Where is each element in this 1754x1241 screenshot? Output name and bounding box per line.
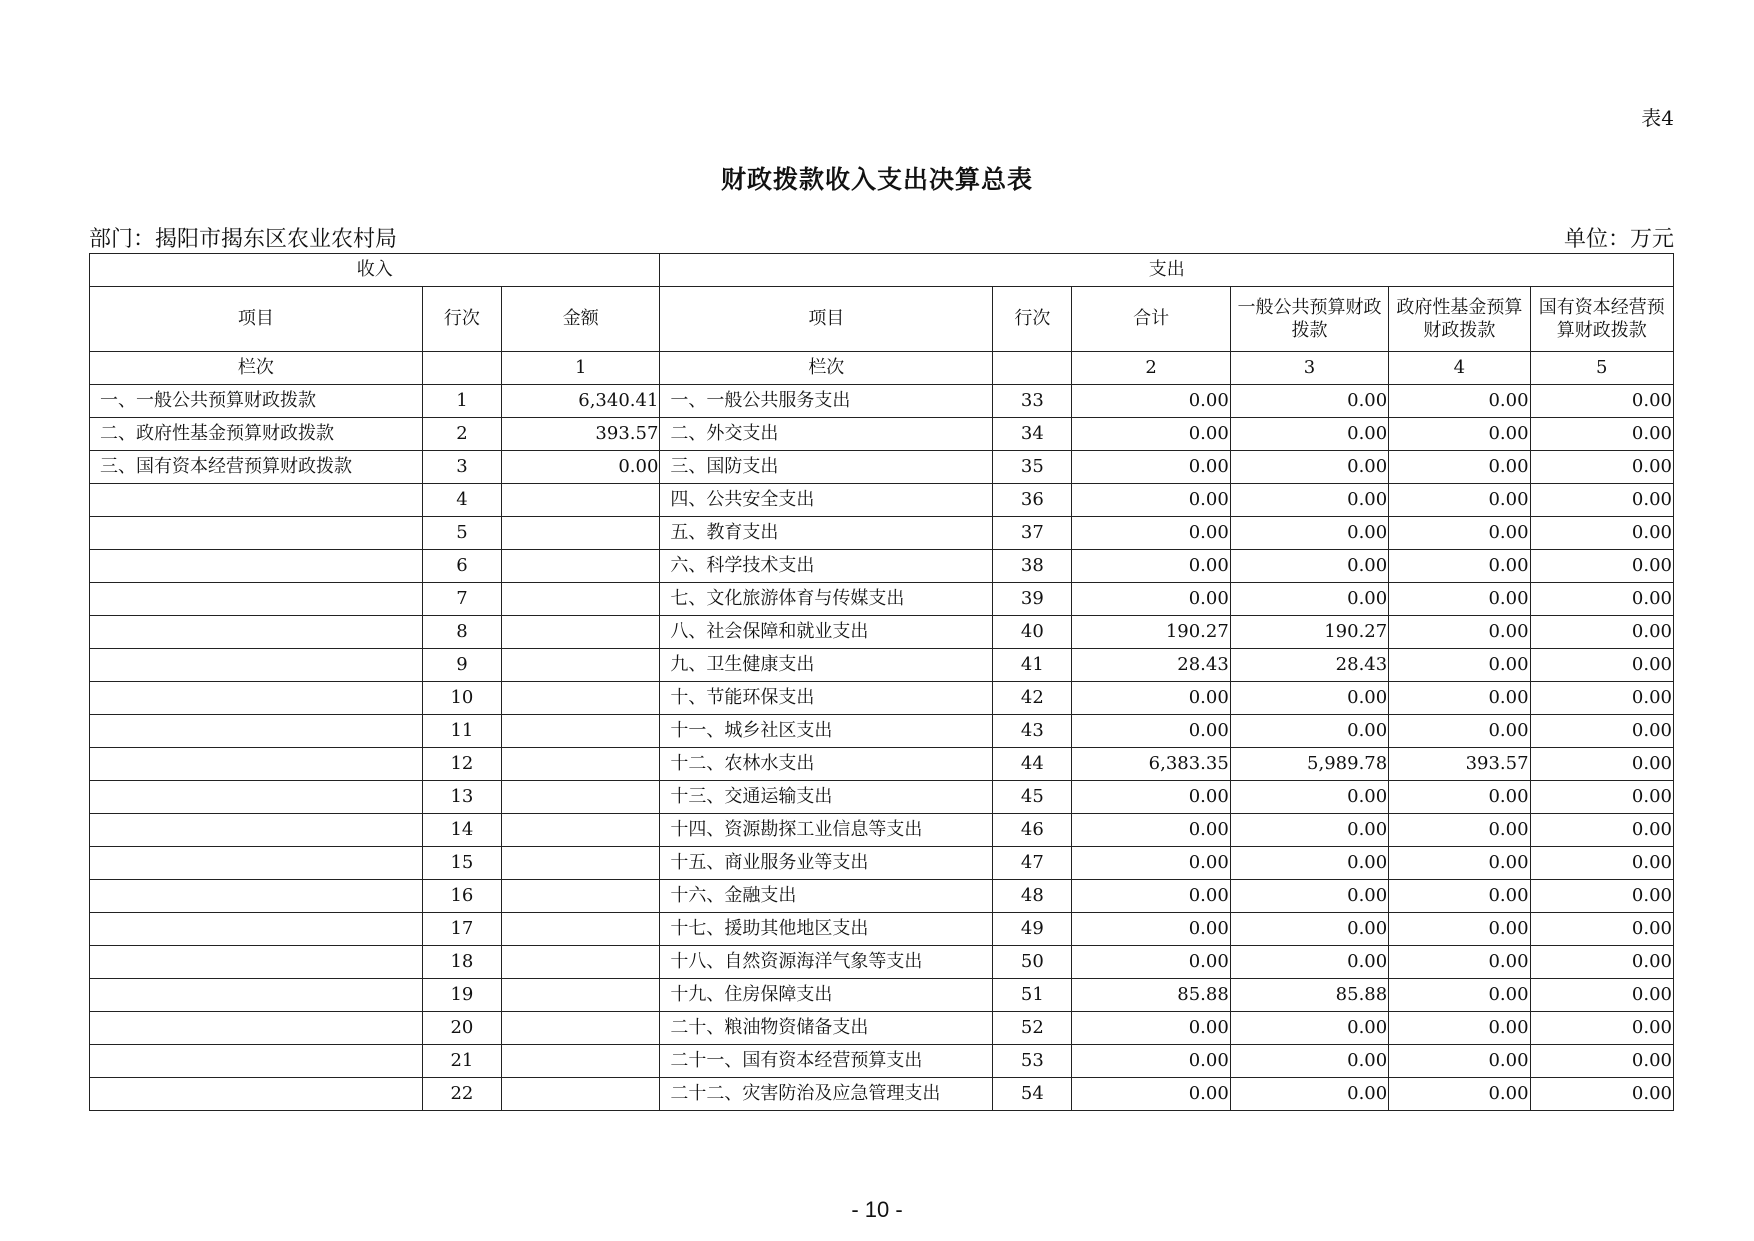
general-budget-cell: 0.00 bbox=[1230, 1078, 1388, 1111]
expense-row-no-cell: 35 bbox=[993, 451, 1072, 484]
expense-row-no-cell: 49 bbox=[993, 913, 1072, 946]
income-row-no-cell: 16 bbox=[422, 880, 501, 913]
page-number: - 10 - bbox=[851, 1197, 903, 1222]
table-row bbox=[90, 913, 1674, 946]
expense-item-cell: 十八、自然资源海洋气象等支出 bbox=[660, 946, 993, 979]
state-capital-cell: 0.00 bbox=[1530, 385, 1673, 418]
page-title: 财政拨款收入支出决算总表 bbox=[720, 165, 1033, 194]
state-capital-cell: 0.00 bbox=[1530, 715, 1673, 748]
general-budget-cell: 0.00 bbox=[1230, 550, 1388, 583]
state-capital-cell: 0.00 bbox=[1530, 781, 1673, 814]
expense-item-cell: 十四、资源勘探工业信息等支出 bbox=[660, 814, 993, 847]
table-row bbox=[90, 550, 1674, 583]
table-row bbox=[90, 1012, 1674, 1045]
income-amount-cell: 393.57 bbox=[502, 418, 660, 451]
state-capital-cell: 0.00 bbox=[1530, 1078, 1673, 1111]
income-item-cell bbox=[90, 649, 423, 682]
expense-row-no-header: 行次 bbox=[993, 287, 1072, 352]
table-row bbox=[90, 1045, 1674, 1078]
state-capital-cell: 0.00 bbox=[1530, 484, 1673, 517]
income-row-no-cell: 1 bbox=[422, 385, 501, 418]
total-cell: 85.88 bbox=[1072, 979, 1230, 1012]
income-row-no-cell: 6 bbox=[422, 550, 501, 583]
expense-item-cell: 五、教育支出 bbox=[660, 517, 993, 550]
table-row bbox=[90, 979, 1674, 1012]
total-cell: 0.00 bbox=[1072, 484, 1230, 517]
income-item-cell bbox=[90, 946, 423, 979]
income-row-no-cell: 11 bbox=[422, 715, 501, 748]
income-row-no-cell: 17 bbox=[422, 913, 501, 946]
expense-item-cell: 一、一般公共服务支出 bbox=[660, 385, 993, 418]
general-budget-cell: 0.00 bbox=[1230, 814, 1388, 847]
general-budget-cell: 0.00 bbox=[1230, 913, 1388, 946]
income-row-no-cell: 15 bbox=[422, 847, 501, 880]
gov-fund-cell: 0.00 bbox=[1389, 880, 1530, 913]
total-cell: 0.00 bbox=[1072, 1012, 1230, 1045]
income-amount-cell bbox=[502, 814, 660, 847]
general-budget-cell: 5,989.78 bbox=[1230, 748, 1388, 781]
expense-item-cell: 六、科学技术支出 bbox=[660, 550, 993, 583]
income-item-cell: 一、一般公共预算财政拨款 bbox=[90, 385, 423, 418]
income-row-no-cell: 20 bbox=[422, 1012, 501, 1045]
table-row bbox=[90, 946, 1674, 979]
general-budget-cell: 0.00 bbox=[1230, 946, 1388, 979]
general-budget-cell: 0.00 bbox=[1230, 484, 1388, 517]
gov-fund-cell: 0.00 bbox=[1389, 781, 1530, 814]
income-item-cell bbox=[90, 550, 423, 583]
table-row bbox=[90, 1078, 1674, 1111]
column-number: 1 bbox=[502, 352, 660, 385]
income-item-cell bbox=[90, 517, 423, 550]
total-cell: 0.00 bbox=[1072, 1078, 1230, 1111]
income-item-cell bbox=[90, 1078, 423, 1111]
general-budget-cell: 0.00 bbox=[1230, 583, 1388, 616]
column-number: 5 bbox=[1530, 352, 1673, 385]
expense-row-no-cell: 36 bbox=[993, 484, 1072, 517]
income-item-cell bbox=[90, 913, 423, 946]
state-capital-cell: 0.00 bbox=[1530, 1012, 1673, 1045]
income-row-no-cell: 21 bbox=[422, 1045, 501, 1078]
gov-fund-cell: 0.00 bbox=[1389, 385, 1530, 418]
expense-row-no-cell: 41 bbox=[993, 649, 1072, 682]
expense-item-cell: 二、外交支出 bbox=[660, 418, 993, 451]
gov-fund-cell: 0.00 bbox=[1389, 979, 1530, 1012]
expense-item-cell: 十五、商业服务业等支出 bbox=[660, 847, 993, 880]
income-item-cell bbox=[90, 616, 423, 649]
gov-fund-cell: 0.00 bbox=[1389, 946, 1530, 979]
general-budget-cell: 85.88 bbox=[1230, 979, 1388, 1012]
state-capital-header: 国有资本经营预算财政拨款 bbox=[1530, 287, 1673, 352]
income-item-cell bbox=[90, 1045, 423, 1078]
total-cell: 0.00 bbox=[1072, 946, 1230, 979]
column-number: 3 bbox=[1230, 352, 1388, 385]
income-item-cell bbox=[90, 583, 423, 616]
income-amount-header: 金额 bbox=[502, 287, 660, 352]
gov-fund-cell: 0.00 bbox=[1389, 682, 1530, 715]
income-amount-cell bbox=[502, 781, 660, 814]
general-budget-cell: 0.00 bbox=[1230, 451, 1388, 484]
expense-row-no-cell: 51 bbox=[993, 979, 1072, 1012]
income-amount-cell bbox=[502, 946, 660, 979]
gov-fund-cell: 0.00 bbox=[1389, 649, 1530, 682]
general-budget-cell: 0.00 bbox=[1230, 517, 1388, 550]
table-row bbox=[90, 451, 1674, 484]
gov-fund-cell: 0.00 bbox=[1389, 1012, 1530, 1045]
income-item-cell bbox=[90, 682, 423, 715]
state-capital-cell: 0.00 bbox=[1530, 814, 1673, 847]
state-capital-cell: 0.00 bbox=[1530, 1045, 1673, 1078]
total-cell: 0.00 bbox=[1072, 385, 1230, 418]
income-amount-cell bbox=[502, 913, 660, 946]
expense-row-no-cell: 34 bbox=[993, 418, 1072, 451]
table-row bbox=[90, 847, 1674, 880]
empty-cell bbox=[993, 352, 1072, 385]
expense-item-cell: 十九、住房保障支出 bbox=[660, 979, 993, 1012]
total-cell: 0.00 bbox=[1072, 913, 1230, 946]
general-budget-cell: 0.00 bbox=[1230, 715, 1388, 748]
income-amount-cell bbox=[502, 1012, 660, 1045]
state-capital-cell: 0.00 bbox=[1530, 748, 1673, 781]
total-cell: 0.00 bbox=[1072, 880, 1230, 913]
table-row bbox=[90, 517, 1674, 550]
expense-item-cell: 十六、金融支出 bbox=[660, 880, 993, 913]
general-budget-cell: 28.43 bbox=[1230, 649, 1388, 682]
table-row bbox=[90, 616, 1674, 649]
total-cell: 0.00 bbox=[1072, 583, 1230, 616]
income-row-no-cell: 7 bbox=[422, 583, 501, 616]
column-number: 2 bbox=[1072, 352, 1230, 385]
general-budget-cell: 0.00 bbox=[1230, 1045, 1388, 1078]
income-row-no-cell: 14 bbox=[422, 814, 501, 847]
expense-item-cell: 二十、粮油物资储备支出 bbox=[660, 1012, 993, 1045]
general-budget-cell: 0.00 bbox=[1230, 682, 1388, 715]
expense-column-label: 栏次 bbox=[660, 352, 993, 385]
total-cell: 0.00 bbox=[1072, 682, 1230, 715]
income-row-no-cell: 3 bbox=[422, 451, 501, 484]
state-capital-cell: 0.00 bbox=[1530, 517, 1673, 550]
income-amount-cell bbox=[502, 979, 660, 1012]
expense-row-no-cell: 54 bbox=[993, 1078, 1072, 1111]
expense-row-no-cell: 48 bbox=[993, 880, 1072, 913]
table-row bbox=[90, 682, 1674, 715]
expense-row-no-cell: 50 bbox=[993, 946, 1072, 979]
general-budget-cell: 190.27 bbox=[1230, 616, 1388, 649]
income-item-header: 项目 bbox=[90, 287, 423, 352]
expense-row-no-cell: 40 bbox=[993, 616, 1072, 649]
income-amount-cell: 6,340.41 bbox=[502, 385, 660, 418]
expense-item-cell: 十二、农林水支出 bbox=[660, 748, 993, 781]
gov-fund-cell: 0.00 bbox=[1389, 847, 1530, 880]
income-item-cell bbox=[90, 781, 423, 814]
state-capital-cell: 0.00 bbox=[1530, 979, 1673, 1012]
gov-fund-cell: 0.00 bbox=[1389, 1078, 1530, 1111]
expense-row-no-cell: 38 bbox=[993, 550, 1072, 583]
income-amount-cell bbox=[502, 616, 660, 649]
total-cell: 0.00 bbox=[1072, 1045, 1230, 1078]
income-item-cell bbox=[90, 484, 423, 517]
income-amount-cell bbox=[502, 1045, 660, 1078]
state-capital-cell: 0.00 bbox=[1530, 946, 1673, 979]
income-item-cell bbox=[90, 814, 423, 847]
gov-fund-cell: 0.00 bbox=[1389, 913, 1530, 946]
income-row-no-cell: 12 bbox=[422, 748, 501, 781]
income-amount-cell bbox=[502, 847, 660, 880]
general-budget-header: 一般公共预算财政拨款 bbox=[1230, 287, 1388, 352]
table-row bbox=[90, 814, 1674, 847]
income-item-cell: 二、政府性基金预算财政拨款 bbox=[90, 418, 423, 451]
table-row bbox=[90, 649, 1674, 682]
expense-row-no-cell: 46 bbox=[993, 814, 1072, 847]
gov-fund-cell: 0.00 bbox=[1389, 550, 1530, 583]
department-label: 部门：揭阳市揭东区农业农村局 bbox=[89, 227, 398, 252]
expense-row-no-cell: 37 bbox=[993, 517, 1072, 550]
income-amount-cell bbox=[502, 484, 660, 517]
state-capital-cell: 0.00 bbox=[1530, 583, 1673, 616]
income-header: 收入 bbox=[90, 254, 660, 287]
expense-item-header: 项目 bbox=[660, 287, 993, 352]
income-amount-cell bbox=[502, 682, 660, 715]
expense-item-cell: 十三、交通运输支出 bbox=[660, 781, 993, 814]
income-row-no-cell: 22 bbox=[422, 1078, 501, 1111]
income-row-no-cell: 13 bbox=[422, 781, 501, 814]
gov-fund-cell: 0.00 bbox=[1389, 451, 1530, 484]
expense-item-cell: 四、公共安全支出 bbox=[660, 484, 993, 517]
income-row-no-cell: 4 bbox=[422, 484, 501, 517]
unit-label: 单位：万元 bbox=[1563, 227, 1674, 252]
income-row-no-cell: 19 bbox=[422, 979, 501, 1012]
expense-item-cell: 十一、城乡社区支出 bbox=[660, 715, 993, 748]
state-capital-cell: 0.00 bbox=[1530, 682, 1673, 715]
column-number: 4 bbox=[1389, 352, 1530, 385]
expense-row-no-cell: 43 bbox=[993, 715, 1072, 748]
income-item-cell: 三、国有资本经营预算财政拨款 bbox=[90, 451, 423, 484]
table-number: 表4 bbox=[1641, 106, 1674, 130]
financial-summary-table bbox=[89, 253, 1674, 1111]
general-budget-cell: 0.00 bbox=[1230, 847, 1388, 880]
income-row-no-header: 行次 bbox=[422, 287, 501, 352]
income-amount-cell bbox=[502, 1078, 660, 1111]
state-capital-cell: 0.00 bbox=[1530, 649, 1673, 682]
gov-fund-cell: 0.00 bbox=[1389, 418, 1530, 451]
expense-item-cell: 十七、援助其他地区支出 bbox=[660, 913, 993, 946]
expense-item-cell: 九、卫生健康支出 bbox=[660, 649, 993, 682]
expense-row-no-cell: 39 bbox=[993, 583, 1072, 616]
expense-item-cell: 八、社会保障和就业支出 bbox=[660, 616, 993, 649]
income-item-cell bbox=[90, 748, 423, 781]
expense-row-no-cell: 52 bbox=[993, 1012, 1072, 1045]
income-amount-cell: 0.00 bbox=[502, 451, 660, 484]
income-amount-cell bbox=[502, 583, 660, 616]
table-row bbox=[90, 418, 1674, 451]
expense-item-cell: 七、文化旅游体育与传媒支出 bbox=[660, 583, 993, 616]
income-item-cell bbox=[90, 880, 423, 913]
gov-fund-cell: 0.00 bbox=[1389, 583, 1530, 616]
expense-row-no-cell: 33 bbox=[993, 385, 1072, 418]
gov-fund-cell: 393.57 bbox=[1389, 748, 1530, 781]
income-row-no-cell: 8 bbox=[422, 616, 501, 649]
table-row bbox=[90, 781, 1674, 814]
total-cell: 6,383.35 bbox=[1072, 748, 1230, 781]
expense-row-no-cell: 42 bbox=[993, 682, 1072, 715]
total-cell: 0.00 bbox=[1072, 451, 1230, 484]
gov-fund-cell: 0.00 bbox=[1389, 1045, 1530, 1078]
total-cell: 28.43 bbox=[1072, 649, 1230, 682]
table-row bbox=[90, 583, 1674, 616]
gov-fund-cell: 0.00 bbox=[1389, 484, 1530, 517]
expense-item-cell: 二十一、国有资本经营预算支出 bbox=[660, 1045, 993, 1078]
total-cell: 0.00 bbox=[1072, 781, 1230, 814]
state-capital-cell: 0.00 bbox=[1530, 616, 1673, 649]
expense-item-cell: 二十二、灾害防治及应急管理支出 bbox=[660, 1078, 993, 1111]
gov-fund-cell: 0.00 bbox=[1389, 814, 1530, 847]
income-amount-cell bbox=[502, 649, 660, 682]
income-column-label: 栏次 bbox=[90, 352, 423, 385]
income-item-cell bbox=[90, 715, 423, 748]
expense-row-no-cell: 45 bbox=[993, 781, 1072, 814]
gov-fund-cell: 0.00 bbox=[1389, 616, 1530, 649]
income-amount-cell bbox=[502, 748, 660, 781]
expense-row-no-cell: 47 bbox=[993, 847, 1072, 880]
table-row bbox=[90, 715, 1674, 748]
state-capital-cell: 0.00 bbox=[1530, 451, 1673, 484]
state-capital-cell: 0.00 bbox=[1530, 847, 1673, 880]
general-budget-cell: 0.00 bbox=[1230, 385, 1388, 418]
gov-fund-cell: 0.00 bbox=[1389, 517, 1530, 550]
expense-row-no-cell: 44 bbox=[993, 748, 1072, 781]
state-capital-cell: 0.00 bbox=[1530, 880, 1673, 913]
table-row bbox=[90, 748, 1674, 781]
state-capital-cell: 0.00 bbox=[1530, 418, 1673, 451]
expense-header: 支出 bbox=[660, 254, 1674, 287]
total-cell: 0.00 bbox=[1072, 814, 1230, 847]
expense-row-no-cell: 53 bbox=[993, 1045, 1072, 1078]
income-row-no-cell: 9 bbox=[422, 649, 501, 682]
income-amount-cell bbox=[502, 880, 660, 913]
income-row-no-cell: 10 bbox=[422, 682, 501, 715]
table-row bbox=[90, 880, 1674, 913]
general-budget-cell: 0.00 bbox=[1230, 781, 1388, 814]
expense-item-cell: 三、国防支出 bbox=[660, 451, 993, 484]
income-row-no-cell: 18 bbox=[422, 946, 501, 979]
state-capital-cell: 0.00 bbox=[1530, 913, 1673, 946]
income-row-no-cell: 5 bbox=[422, 517, 501, 550]
general-budget-cell: 0.00 bbox=[1230, 880, 1388, 913]
state-capital-cell: 0.00 bbox=[1530, 550, 1673, 583]
income-amount-cell bbox=[502, 517, 660, 550]
income-row-no-cell: 2 bbox=[422, 418, 501, 451]
total-cell: 0.00 bbox=[1072, 550, 1230, 583]
table-row bbox=[90, 484, 1674, 517]
income-item-cell bbox=[90, 1012, 423, 1045]
expense-item-cell: 十、节能环保支出 bbox=[660, 682, 993, 715]
gov-fund-header: 政府性基金预算财政拨款 bbox=[1389, 287, 1530, 352]
total-cell: 0.00 bbox=[1072, 517, 1230, 550]
income-amount-cell bbox=[502, 715, 660, 748]
income-amount-cell bbox=[502, 550, 660, 583]
income-item-cell bbox=[90, 847, 423, 880]
total-cell: 0.00 bbox=[1072, 418, 1230, 451]
general-budget-cell: 0.00 bbox=[1230, 1012, 1388, 1045]
gov-fund-cell: 0.00 bbox=[1389, 715, 1530, 748]
empty-cell bbox=[422, 352, 501, 385]
general-budget-cell: 0.00 bbox=[1230, 418, 1388, 451]
income-item-cell bbox=[90, 979, 423, 1012]
total-cell: 0.00 bbox=[1072, 847, 1230, 880]
total-cell: 0.00 bbox=[1072, 715, 1230, 748]
table-row bbox=[90, 385, 1674, 418]
total-header: 合计 bbox=[1072, 287, 1230, 352]
total-cell: 190.27 bbox=[1072, 616, 1230, 649]
